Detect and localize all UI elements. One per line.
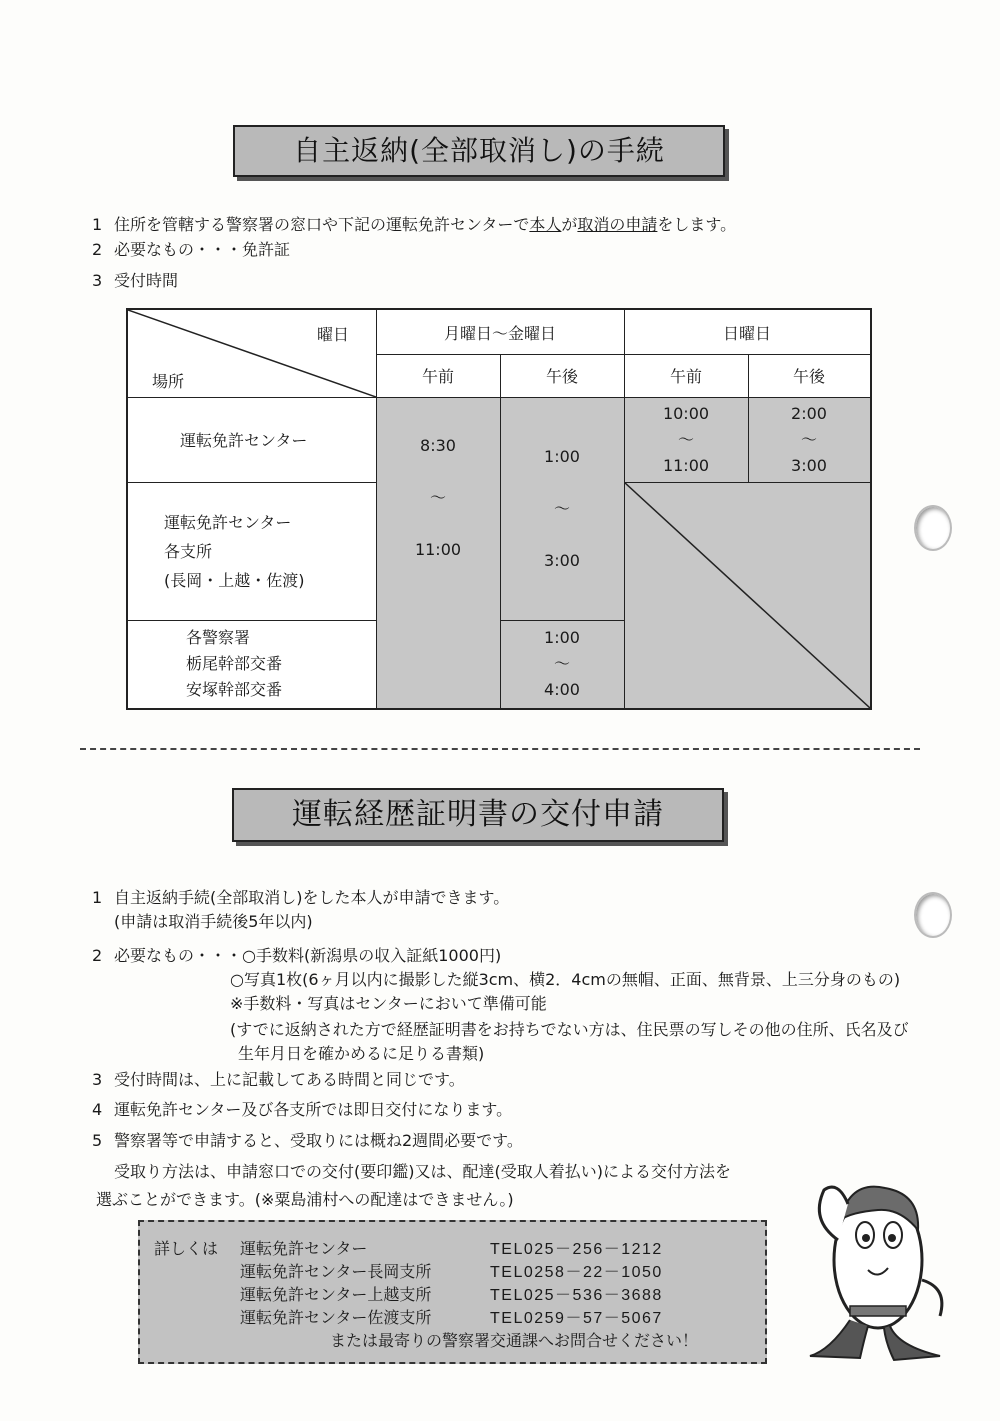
contact-name-3: 運転免許センター上越支所 — [240, 1285, 432, 1304]
contact-tel-3: TEL025－536－3688 — [490, 1287, 663, 1304]
delivery-note-1: 受取り方法は、申請窓口での交付(要印鑑)又は、配達(受取人着払い)による交付方法を — [114, 1162, 731, 1181]
contact-box — [138, 1220, 767, 1364]
section2-item-2: 2 必要なもの・・・○手数料(新潟県の収入証紙1000円) — [92, 946, 502, 965]
place-branches: 運転免許センター 各支所 (長岡・上越・佐渡) — [164, 512, 305, 590]
contact-tel-4: TEL0259－57－5067 — [490, 1310, 663, 1327]
mascot-illustration — [790, 1160, 970, 1370]
section2-item-2-photo: ○写真1枚(6ヶ月以内に撮影した縦3cm、横2．4cmの無帽、正面、無背景、上三分身のもの) — [230, 970, 901, 989]
header-place: 場所 — [151, 371, 184, 391]
section2-item-4: 4 運転免許センター及び各支所では即日交付になります。 — [92, 1100, 513, 1119]
weekday-pm-hours-1: 1:00 ～ 3:00 — [544, 446, 580, 570]
section2-item-2-note: ※手数料・写真はセンターにおいて準備可能 — [230, 994, 547, 1013]
contact-footer: または最寄りの警察署交通課へお問合せください！ — [330, 1331, 699, 1350]
contact-tel-1: TEL025－256－1212 — [490, 1241, 663, 1258]
section2-item-2-alt: (すでに返納された方で経歴証明書をお持ちでない方は、住民票の写しその他の住所、氏名及び — [230, 1020, 909, 1039]
header-day: 曜日 — [316, 324, 349, 344]
weekday-am-hours: 8:30 ～ 11:00 — [414, 435, 462, 559]
header-weekday: 月曜日～金曜日 — [443, 323, 556, 343]
section2-item-5: 5 警察署等で申請すると、受取りには概ね2週間必要です。 — [92, 1131, 523, 1150]
section1-item-1: 1 住所を管轄する警察署の窓口や下記の運転免許センターで本人が取消の申請をします。 — [92, 215, 737, 234]
header-sunday-pm: 午後 — [792, 367, 825, 386]
section2-item-3: 3 受付時間は、上に記載してある時間と同じです。 — [92, 1070, 465, 1089]
section1-title: 自主返納(全部取消し)の手続 — [233, 125, 725, 177]
contact-tel-2: TEL0258－22－1050 — [490, 1264, 663, 1281]
delivery-note-2: 選ぶことができます。(※粟島浦村への配達はできません。) — [96, 1190, 514, 1209]
section1-item-3: 3 受付時間 — [92, 271, 179, 290]
contact-lead: 詳しくは — [154, 1239, 219, 1258]
section2-item-1-note: (申請は取消手続後5年以内) — [114, 912, 313, 931]
punch-hole-top — [914, 505, 952, 551]
header-weekday-pm: 午後 — [545, 367, 578, 386]
sunday-pm-hours: 2:00 ～ 3:00 — [791, 403, 827, 475]
header-weekday-am: 午前 — [421, 367, 454, 386]
section2-title: 運転経歴証明書の交付申請 — [232, 788, 724, 842]
contact-name-1: 運転免許センター — [240, 1239, 368, 1258]
punch-hole-bottom — [914, 892, 952, 938]
section2-item-1: 1 自主返納手続(全部取消し)をした本人が申請できます。 — [92, 888, 510, 907]
contact-name-4: 運転免許センター佐渡支所 — [240, 1308, 432, 1327]
section1-item-2: 2 必要なもの・・・免許証 — [92, 240, 291, 259]
section2-item-2-alt-2: 生年月日を確かめるに足りる書類) — [238, 1044, 485, 1063]
contact-name-2: 運転免許センター長岡支所 — [240, 1262, 432, 1281]
header-sunday-am: 午前 — [669, 367, 702, 386]
header-sunday: 日曜日 — [722, 323, 771, 343]
place-police: 各警察署 栃尾幹部交番 安塚幹部交番 — [186, 628, 283, 699]
section-divider — [80, 748, 920, 750]
sunday-am-hours: 10:00 ～ 11:00 — [662, 403, 710, 475]
place-center: 運転免許センター — [180, 431, 308, 450]
schedule-table — [126, 308, 872, 710]
weekday-pm-hours-2: 1:00 ～ 4:00 — [544, 628, 580, 699]
sunday-na-diagonal — [624, 482, 870, 708]
